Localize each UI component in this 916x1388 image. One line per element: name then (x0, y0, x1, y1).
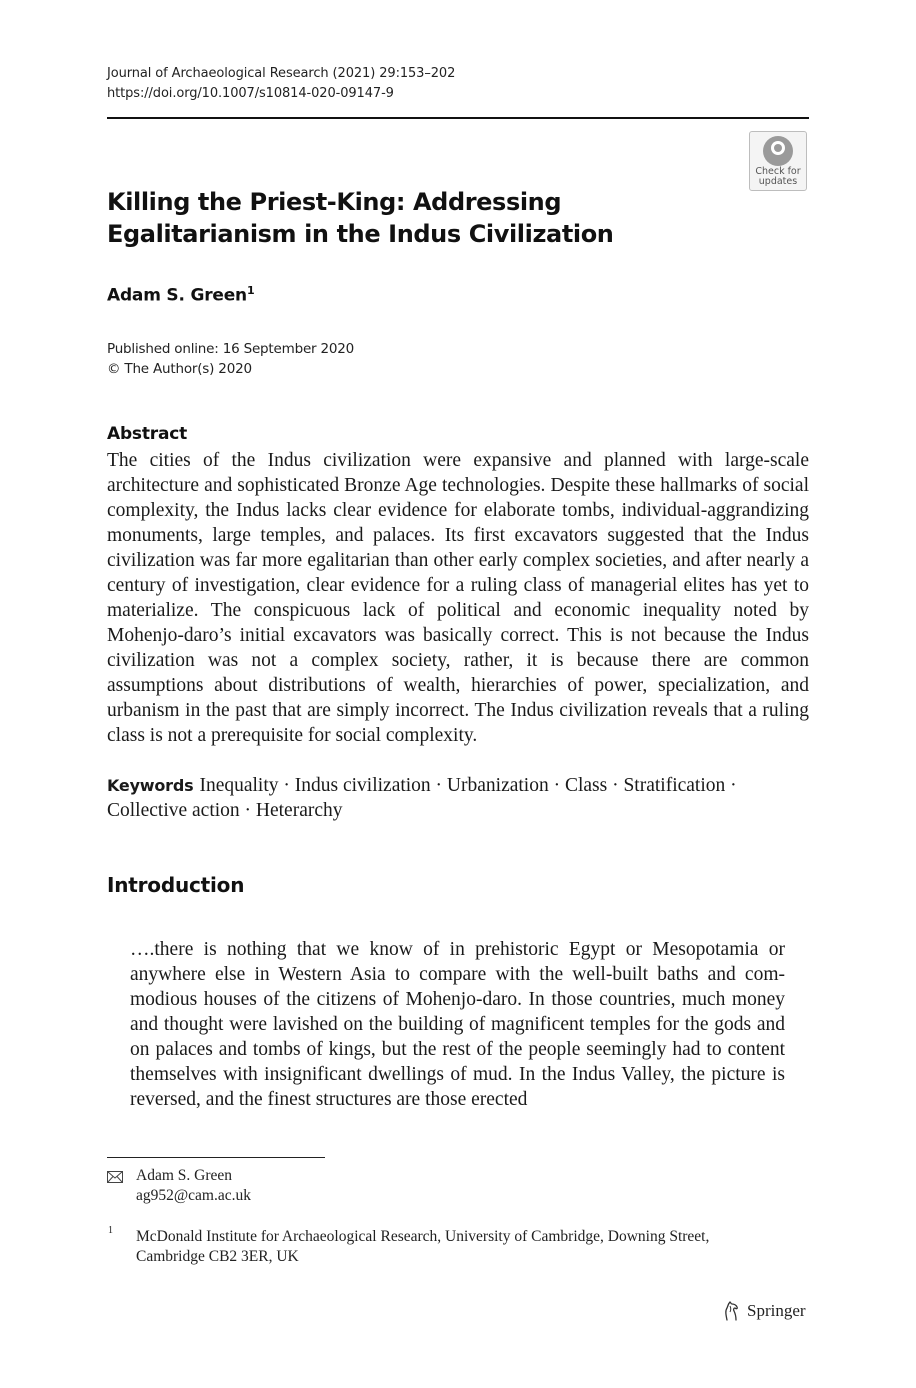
copyright-notice: © The Author(s) 2020 (107, 361, 252, 377)
published-date: Published online: 16 September 2020 (107, 341, 355, 357)
springer-horse-icon (721, 1300, 741, 1322)
introduction-quote: ….there is nothing that we know of in prehistoric Egypt or Mesopotamia or anywhere else in Western Asia to compare with the well-built baths and commodious houses of the citizens of Mohenjo-daro. In those countries, much money and thought were lavished on the building of magnificent temples for the gods and on palaces and tombs of kings, but the rest of the people seemingly had to content themselves with insignificant dwellings of mud. In the Indus Valley, the picture is reversed, and the finest structures are those erected (130, 939, 785, 1110)
abstract-heading: Abstract (107, 424, 188, 444)
corresponding-author-email[interactable]: ag952@cam.ac.uk (136, 1187, 251, 1204)
abstract-body: The cities of the Indus civilization were expansive and planned with large-scale architecture and sophisticated Bronze Age technologies. Despite these hallmarks of social complexity, the Indus lacks clear evidence for elaborate tombs, individual-aggrandizing monuments, large temples, and palaces. Its first excavators suggested that the Indus civilization was far more egalitarian than other early complex societies, and after nearly a century of investigation, clear evidence for a ruling class of managerial elites has yet to materialize. The conspicuous lack of political and economic inequality noted by Mohenjo-daro’s initial excavators was basically correct. This is not because the Indus civilization was not a complex society, rather, it is because there are common assumptions about distributions of wealth, hierarchies of power, specialization, and urbanism in the past that are simply incorrect. The Indus civilization reveals that a ruling class is not a prerequisite for social complexity. (107, 450, 809, 746)
check-for-updates-icon (763, 136, 793, 166)
author-affiliation-marker: 1 (246, 284, 255, 297)
keywords-list: Inequality · Indus civilization · Urbanization · Class · Stratification · Collective action · Heterarchy (107, 775, 737, 821)
author-name-text: Adam S. Green (107, 285, 247, 306)
envelope-icon (107, 1171, 123, 1183)
check-for-updates-badge[interactable] (749, 131, 807, 191)
springer-logo (721, 1298, 806, 1324)
badge-line-1: Check for (755, 166, 801, 177)
doi-link[interactable]: https://doi.org/10.1007/s10814-020-09147-9 (107, 86, 394, 101)
author-name (107, 284, 254, 306)
keywords (107, 773, 809, 823)
badge-line-2: updates (758, 176, 798, 187)
affiliation-number: 1 (108, 1225, 113, 1236)
header-rule (107, 117, 809, 119)
publisher-name: Springer (747, 1301, 806, 1320)
article-title: Killing the Priest-King: Addressing Egalitarianism in the Indus Civilization (107, 188, 614, 248)
affiliation-text: McDonald Institute for Archaeological Research, University of Cambridge, Downing Street, Cambridge CB2 3ER, UK (136, 1228, 710, 1265)
introduction-heading: Introduction (107, 873, 245, 897)
corresponding-author-name: Adam S. Green (136, 1167, 232, 1184)
footnote-rule (107, 1157, 325, 1158)
journal-citation: Journal of Archaeological Research (2021) 29:153–202 (107, 66, 456, 81)
keywords-label: Keywords (107, 776, 194, 795)
